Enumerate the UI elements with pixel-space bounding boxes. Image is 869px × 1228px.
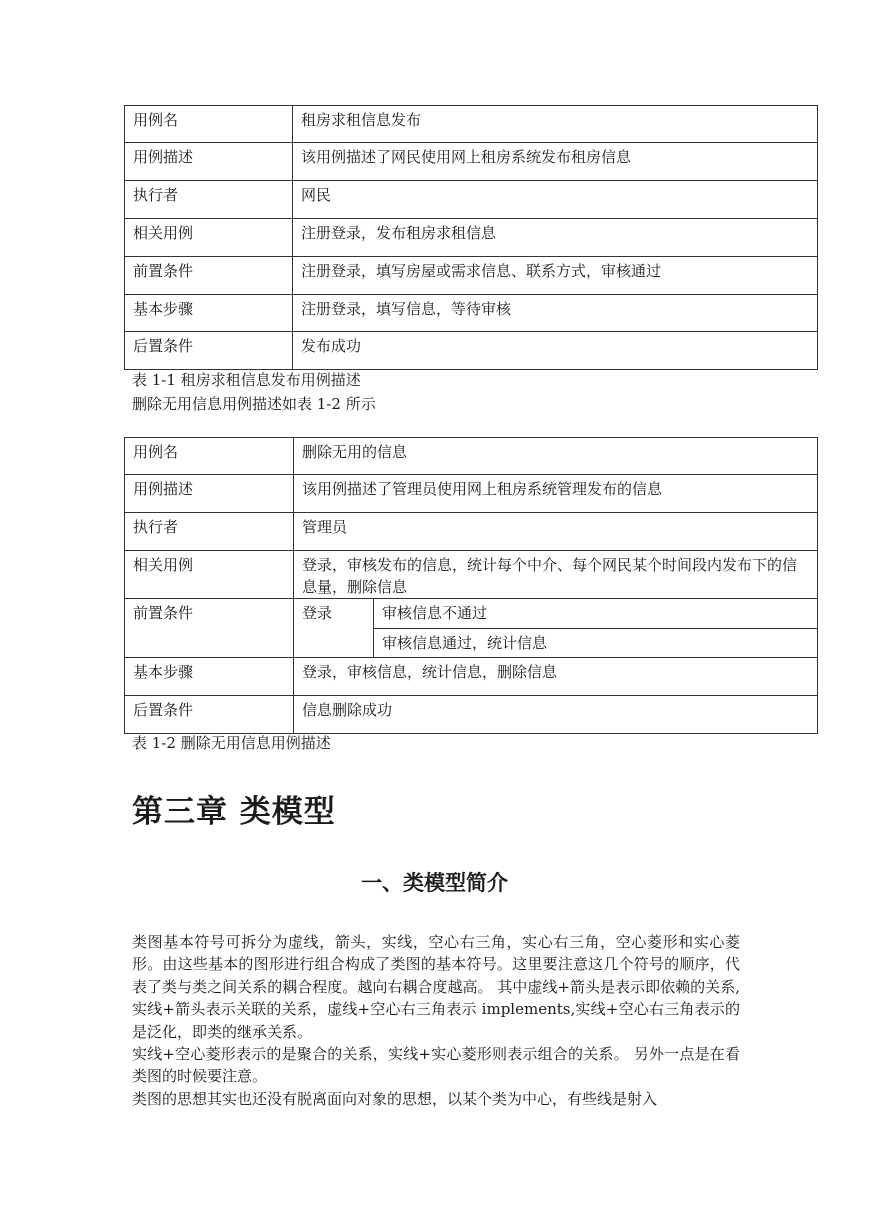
row-key: 用例描述 <box>125 143 293 181</box>
table-caption-2: 表 1-2 删除无用信息用例描述 <box>132 734 331 752</box>
table-row <box>125 438 818 475</box>
row-key: 用例名 <box>125 106 293 143</box>
row-value: 信息删除成功 <box>294 696 818 734</box>
table-row <box>125 181 818 219</box>
row-key: 基本步骤 <box>125 658 294 696</box>
use-case-table-1 <box>124 105 818 370</box>
row-value: 删除无用的信息 <box>294 438 818 475</box>
row-value: 注册登录，填写信息，等待审核 <box>293 295 818 332</box>
row-value: 登录，审核信息，统计信息，删除信息 <box>294 658 818 696</box>
use-case-table-2 <box>124 437 818 734</box>
row-key: 前置条件 <box>125 599 294 658</box>
row-value: 该用例描述了管理员使用网上租房系统管理发布的信息 <box>294 475 818 513</box>
table-row <box>125 295 818 332</box>
section-title: 一、类模型简介 <box>361 871 508 895</box>
table-row <box>125 696 818 734</box>
row-key: 基本步骤 <box>125 295 293 332</box>
table-row <box>125 143 818 181</box>
intro-line: 删除无用信息用例描述如表 1-2 所示 <box>132 395 376 413</box>
row-value: 注册登录，填写房屋或需求信息、联系方式，审核通过 <box>293 257 818 295</box>
row-key: 前置条件 <box>125 257 293 295</box>
table-row <box>125 257 818 295</box>
precondition-branch: 审核信息通过，统计信息 <box>374 629 818 658</box>
chapter-title: 第三章 类模型 <box>132 794 336 830</box>
table-row <box>125 551 818 599</box>
row-value: 该用例描述了网民使用网上租房系统发布租房信息 <box>293 143 818 181</box>
paragraph: 类图基本符号可拆分为虚线，箭头，实线，空心右三角，实心右三角，空心菱形和实心菱形。由这些基本的图形进行组合构成了类图的基本符号。这里要注意这几个符号的顺序，代表了类与类之间关系的耦合程度。越向右耦合度越高。 其中虚线+箭头是表示即依赖的关系,实线+箭头表示关联的关系，虚线+空心右三角表示 implements,实线+空心右三角表示的是泛化，即类的继承关系。 <box>132 933 740 1041</box>
row-key: 后置条件 <box>125 332 293 370</box>
row-value: 网民 <box>293 181 818 219</box>
row-key: 用例描述 <box>125 475 294 513</box>
row-key: 执行者 <box>125 513 294 551</box>
row-value: 管理员 <box>294 513 818 551</box>
table-row <box>125 475 818 513</box>
row-key: 相关用例 <box>125 219 293 257</box>
row-value: 登录 <box>294 599 374 658</box>
paragraph: 实线+空心菱形表示的是聚合的关系，实线+实心菱形则表示组合的关系。 另外一点是在看类图的时候要注意。 <box>132 1045 740 1086</box>
precondition-branch: 审核信息不通过 <box>374 599 818 629</box>
table-caption-1: 表 1-1 租房求租信息发布用例描述 <box>132 371 361 389</box>
table-row <box>125 332 818 370</box>
row-key: 相关用例 <box>125 551 294 599</box>
row-value: 登录，审核发布的信息，统计每个中介、每个网民某个时间段内发布下的信息量，删除信息 <box>294 551 818 599</box>
row-key: 执行者 <box>125 181 293 219</box>
row-key: 用例名 <box>125 438 294 475</box>
table-row <box>125 658 818 696</box>
row-value: 注册登录，发布租房求租信息 <box>293 219 818 257</box>
row-key: 后置条件 <box>125 696 294 734</box>
body-text <box>132 931 740 1110</box>
row-value: 租房求租信息发布 <box>293 106 818 143</box>
paragraph: 类图的思想其实也还没有脱离面向对象的思想，以某个类为中心，有些线是射入 <box>132 1089 658 1108</box>
table-row <box>125 106 818 143</box>
row-value: 发布成功 <box>293 332 818 370</box>
table-row <box>125 599 818 629</box>
table-row <box>125 513 818 551</box>
table-row <box>125 219 818 257</box>
